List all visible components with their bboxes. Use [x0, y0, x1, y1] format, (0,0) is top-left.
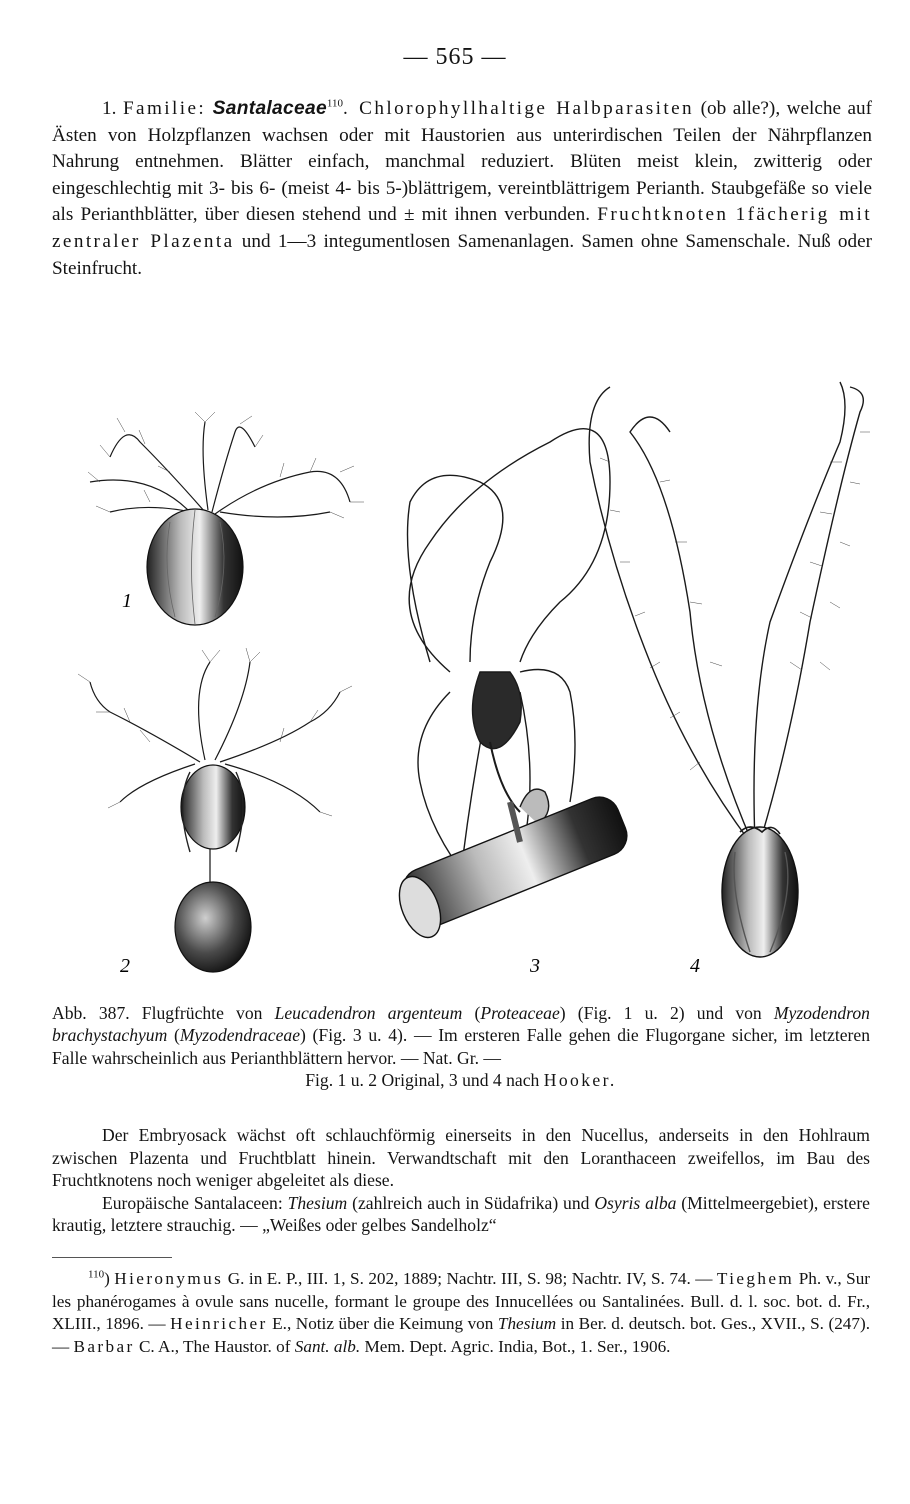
footnote: $^{110}$) Hieronymus G. in E. P., III. 1, S. 202, 1889; Nachtr. III, S. 98; Nachtr. IV, S. 74. — Tieghem Ph. v., Sur les phanérogames à ovule sans nucelle, formant le groupe des Innucellées ou Santalinées. Bull. d. l. soc. bot. d. Fr., XLIII., 1896. — Heinricher E., Notiz über die Keimung von Thesium in Ber. d. deutsch. bot. Ges., XVII., S. (247). — Barbar C. A., The Haustor. of Sant. alb. Mem. Dept. Agric. India, Bot., 1. Ser., 1906. — [52, 1268, 871, 1356]
family-label: Familie: — [122, 98, 207, 119]
figure-drawing — [50, 362, 870, 992]
footnote-author: Tieghem — [716, 1269, 795, 1288]
caption-taxon-myzodendron: Myzodendron brachystachyum — [52, 1003, 870, 1046]
footnote-author: Hieronymus — [114, 1269, 224, 1288]
body-paragraph-1: Der Embryosack wächst oft schlauchförmig einerseits in den Nucellus, anderseits in den Hohlraum zwischen Plazenta und Fruchtblatt hinein. Verwandtschaft mit den Loranthaceen zweifellos, im Bau des Fruchtknotens noch weniger abgeleitet als diese. — [52, 1125, 870, 1191]
body-text-span: Europäische Santalaceen: — [102, 1192, 283, 1213]
body-text-span: (zahlreich auch in Südafrika) und — [352, 1192, 590, 1213]
fig4-fruit — [589, 382, 870, 957]
family-text-a: . Chlorophyllhaltige Halbparasiten — [343, 98, 695, 119]
family-text-d: 1fächerig mit zentraler Plazenta — [52, 204, 873, 252]
fig4-label: 4 — [690, 955, 700, 977]
botanical-figure — [50, 362, 870, 992]
body-taxon-thesium: Thesium — [287, 1192, 348, 1213]
family-text-b: (ob alle?), welche auf Ästen von Holzpflanzen wachsen oder mit Haustorien aus unterirdischen Teilen der Nährpflanzen Nahrung entnehmen. Blätter einfach, manchmal reduziert. Blüten meist klein, zwitterig oder eingeschlechtig mit 3- bis 6- (meist 4- bis 5-)blättrigem, vereintblättrigem Perianth. Staubgefäße so viele als Perianthblätter, über diesen stehend und ± mit ihnen verbunden. — [52, 98, 873, 226]
body-paragraph-2 — [52, 1192, 870, 1237]
fig3-label: 3 — [530, 955, 540, 977]
footnote-author: Heinricher — [170, 1314, 268, 1334]
body-text — [52, 1124, 870, 1237]
footnote-text: Mem. Dept. Agric. India, Bot., 1. Ser., 1906. — [364, 1336, 671, 1356]
footnote-text: G. in E. P., III. 1, S. 202, 1889; Nachtr. III, S. 98; Nachtr. IV, S. 74. — — [227, 1269, 713, 1288]
caption-credit-author: Hooker. — [543, 1070, 617, 1091]
family-name: Santalaceae — [212, 98, 327, 119]
body-text-span: (Mittelmeergebiet), erstere krautig, letztere strauchig. — „Weißes oder gelbes Sandelholz“ — [52, 1192, 870, 1236]
footnote-divider — [52, 1257, 172, 1258]
caption-taxon-leucadendron: Leucadendron argenteum — [274, 1003, 463, 1023]
caption-taxon-myzodendraceae: Myzodendraceae — [179, 1025, 301, 1046]
family-description — [52, 96, 872, 282]
caption-text: Abb. 387. Flugfrüchte von — [52, 1003, 263, 1023]
footnote-text: in Ber. d. deutsch. bot. Ges., XVII., S. (247). — — [52, 1314, 870, 1356]
footnote-text: C. A., The Haustor. of — [138, 1336, 291, 1356]
fig2-fruit — [78, 648, 352, 972]
caption-taxon-proteaceae: Proteaceae — [480, 1003, 560, 1023]
body-taxon-osyris: Osyris alba — [594, 1192, 677, 1213]
family-text-e: und 1—3 integumentlosen Samenanlagen. Samen ohne Samenschale. Nuß oder Steinfrucht. — [52, 230, 873, 279]
footnote-text: Ph. v., Sur les phanérogames à ovule sans nucelle, formant le groupe des Innucellées ou Santalinées. Bull. d. l. soc. bot. d. Fr., XLIII., 1896. — — [52, 1269, 871, 1334]
page-number: — 565 — — [403, 44, 507, 70]
figure-caption — [52, 1002, 870, 1092]
fig1-label: 1 — [122, 590, 132, 612]
family-number: 1. — [102, 98, 117, 119]
caption-text: ) (Fig. 3 u. 4). — Im ersteren Falle gehen die Flugorgane sicher, im letzteren Falle wahrscheinlich aus Perianthblättern hervor. — Nat. Gr. — — [52, 1025, 871, 1068]
caption-paren: ( — [173, 1025, 180, 1046]
family-text-c: Fruchtknoten — [597, 204, 729, 226]
footnote-number: 110 — [88, 1268, 105, 1281]
footnote-author: Barbar — [73, 1336, 135, 1356]
footnote-taxon: Sant. alb. — [294, 1336, 361, 1356]
fig2-label: 2 — [120, 955, 130, 977]
footnote-taxon: Thesium — [497, 1314, 557, 1334]
caption-text: ) (Fig. 1 u. 2) und von — [559, 1003, 762, 1023]
caption-paren: ( — [474, 1003, 481, 1023]
fig3-fruit — [391, 429, 633, 944]
footnote-text: E., Notiz über die Keimung von — [272, 1314, 494, 1334]
footnote-ref: 110 — [326, 97, 344, 110]
caption-credit: Fig. 1 u. 2 Original, 3 und 4 nach — [305, 1070, 540, 1091]
